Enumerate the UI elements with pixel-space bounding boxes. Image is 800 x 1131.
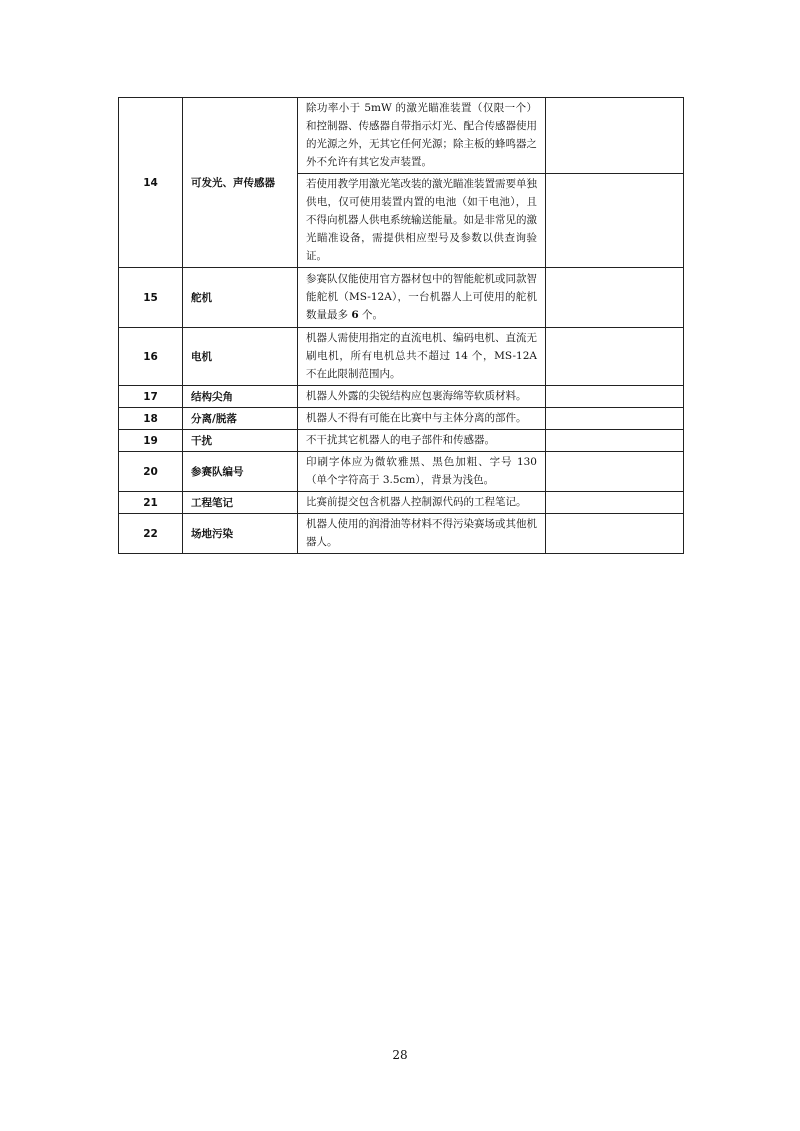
rule-description: 印刷字体应为微软雅黑、黑色加粗、字号 130（单个字符高于 3.5cm），背景为浅色。 <box>298 452 546 492</box>
table-row <box>119 328 684 386</box>
table-row <box>119 386 684 408</box>
rule-number: 16 <box>119 328 183 386</box>
rule-item: 参赛队编号 <box>183 452 298 492</box>
rules-table <box>118 97 684 554</box>
table-row <box>119 268 684 328</box>
rule-note <box>546 514 684 554</box>
rule-note <box>546 452 684 492</box>
rule-item: 干扰 <box>183 430 298 452</box>
rule-description: 比赛前提交包含机器人控制源代码的工程笔记。 <box>298 492 546 514</box>
rule-description: 除功率小于 5mW 的激光瞄准装置（仅限一个）和控制器、传感器自带指示灯光、配合传感器使用的光源之外，无其它任何光源；除主板的蜂鸣器之外不允许有其它发声装置。 <box>298 98 546 174</box>
rule-number: 22 <box>119 514 183 554</box>
rule-description-text: 个。 <box>358 309 383 321</box>
rule-note <box>546 174 684 268</box>
rule-description: 不干扰其它机器人的电子部件和传感器。 <box>298 430 546 452</box>
rule-item: 结构尖角 <box>183 386 298 408</box>
rule-note <box>546 268 684 328</box>
rule-item: 分离/脱落 <box>183 408 298 430</box>
rule-description-text: 参赛队仅能使用官方器材包中的智能舵机或同款智能舵机（MS-12A），一台机器人上可使用的舵机数量最多 <box>306 273 537 321</box>
rule-description: 机器人使用的润滑油等材料不得污染赛场或其他机器人。 <box>298 514 546 554</box>
rule-description: 机器人不得有可能在比赛中与主体分离的部件。 <box>298 408 546 430</box>
rule-number: 21 <box>119 492 183 514</box>
rule-note <box>546 492 684 514</box>
page-number: 28 <box>392 1048 408 1062</box>
rule-item: 电机 <box>183 328 298 386</box>
rule-number: 17 <box>119 386 183 408</box>
rule-description: 若使用教学用激光笔改装的激光瞄准装置需要单独供电，仅可使用装置内置的电池（如干电池），且不得向机器人供电系统输送能量。如是非常见的激光瞄准设备，需提供相应型号及参数以供查询验证。 <box>298 174 546 268</box>
rule-item: 工程笔记 <box>183 492 298 514</box>
table-row <box>119 430 684 452</box>
rule-number: 15 <box>119 268 183 328</box>
rule-note <box>546 328 684 386</box>
rule-number: 20 <box>119 452 183 492</box>
rule-number: 14 <box>119 98 183 268</box>
rule-number: 19 <box>119 430 183 452</box>
rule-item: 场地污染 <box>183 514 298 554</box>
rule-item: 可发光、声传感器 <box>183 98 298 268</box>
table-row <box>119 514 684 554</box>
rule-note <box>546 98 684 174</box>
rule-number: 18 <box>119 408 183 430</box>
rule-note <box>546 408 684 430</box>
rule-item: 舵机 <box>183 268 298 328</box>
table-row <box>119 492 684 514</box>
rule-note <box>546 386 684 408</box>
table-row <box>119 98 684 174</box>
table-row <box>119 408 684 430</box>
rule-description: 机器人需使用指定的直流电机、编码电机、直流无刷电机，所有电机总共不超过 14 个，MS-12A 不在此限制范围内。 <box>298 328 546 386</box>
rule-description <box>298 268 546 328</box>
rule-description-bold: 6 <box>351 309 359 321</box>
rule-description: 机器人外露的尖锐结构应包裹海绵等软质材料。 <box>298 386 546 408</box>
rule-note <box>546 430 684 452</box>
table-row <box>119 452 684 492</box>
